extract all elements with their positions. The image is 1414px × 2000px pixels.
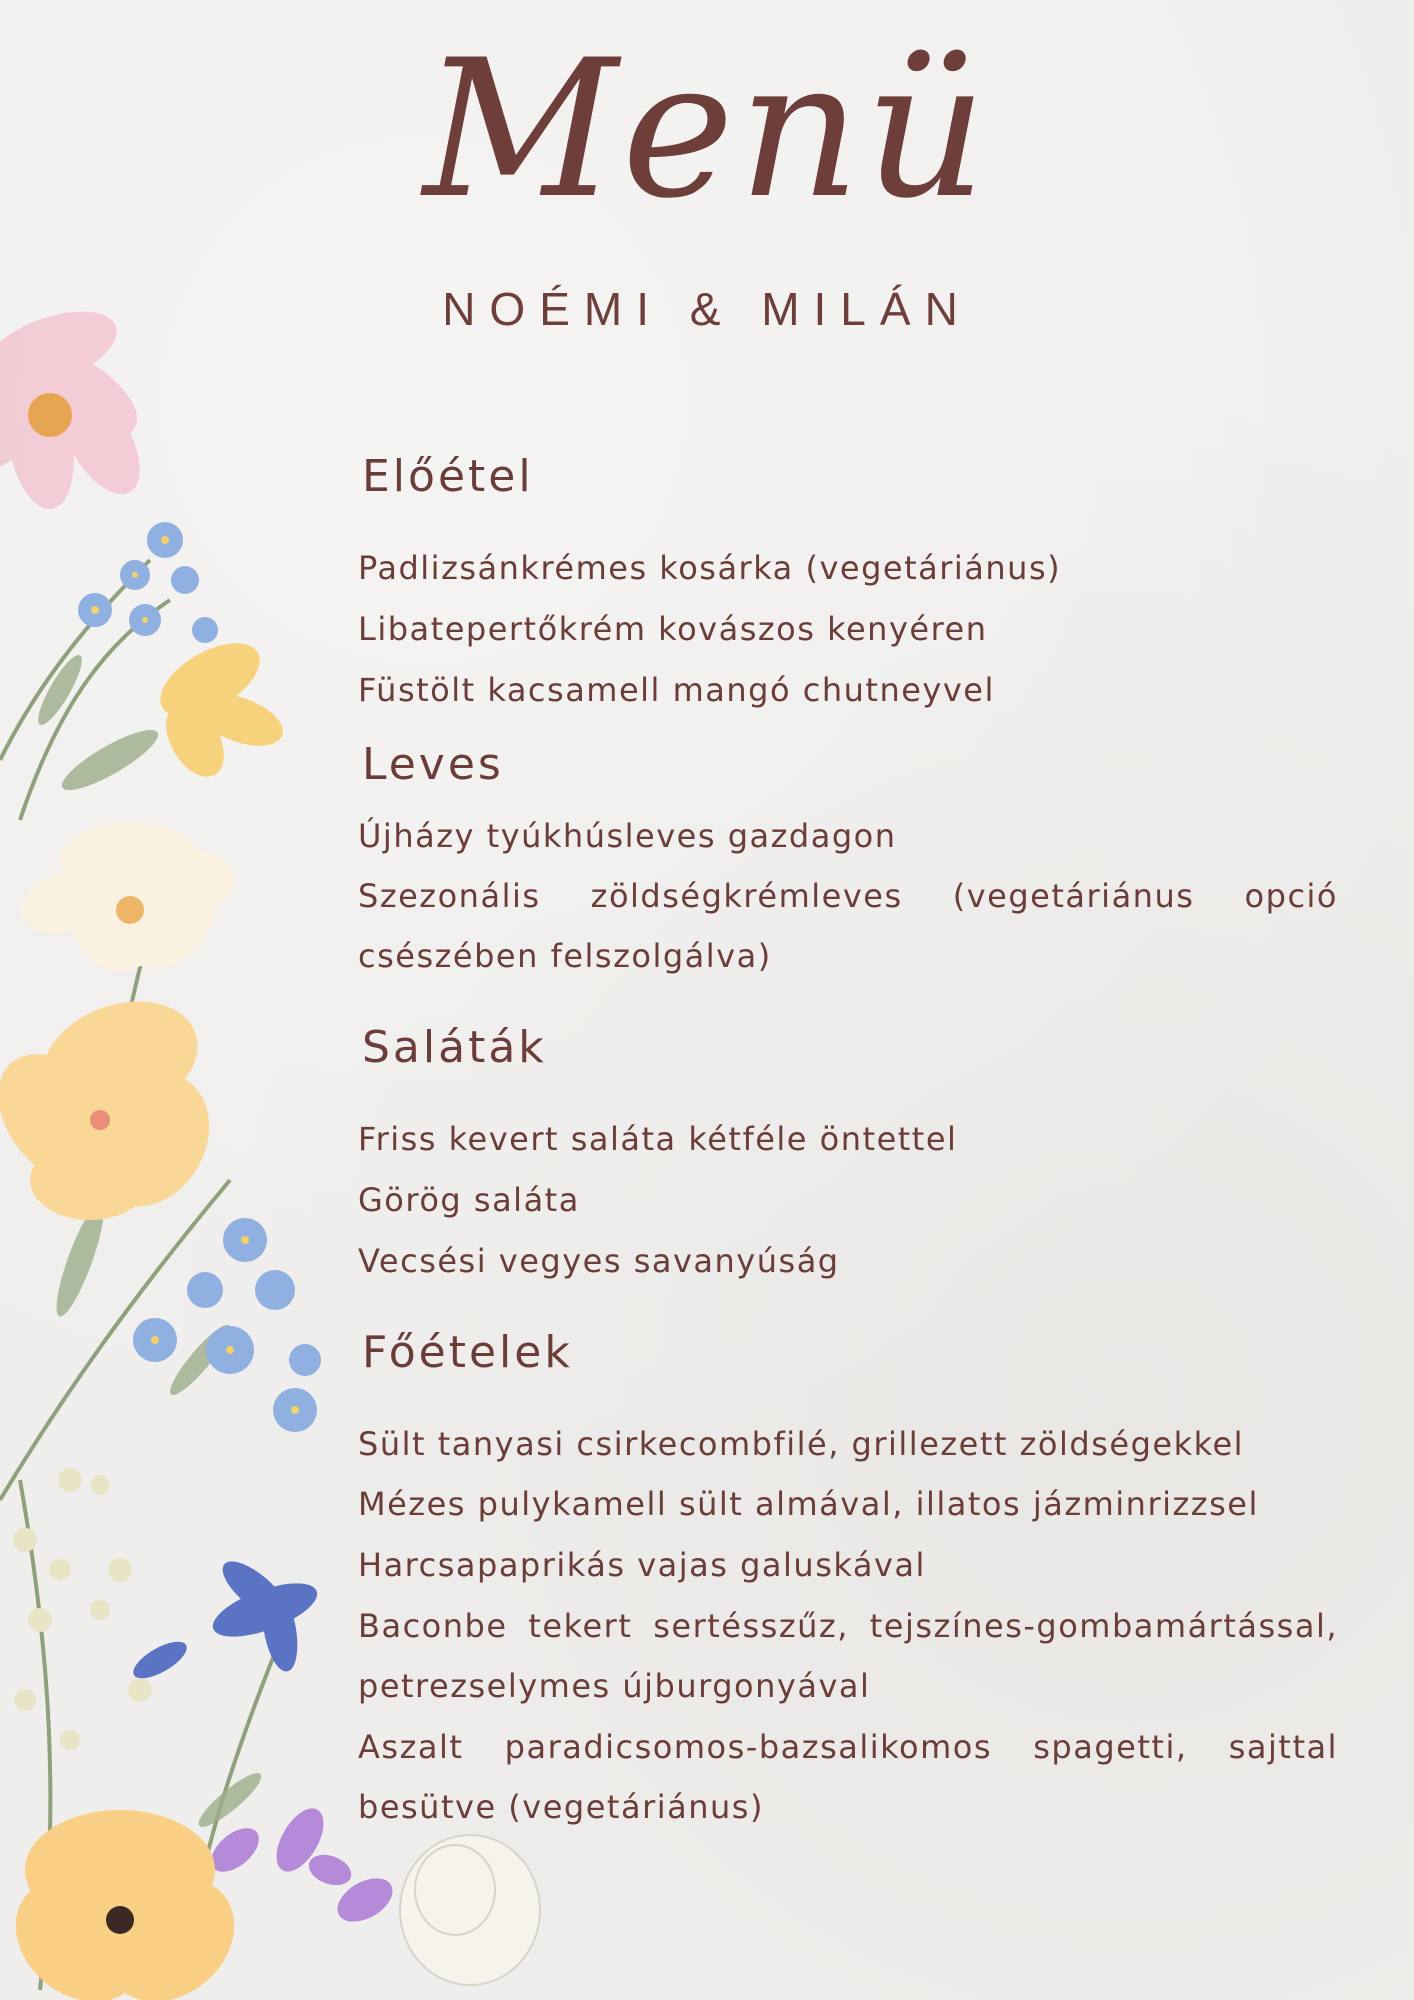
yellow-flower-large [0,981,233,1228]
menu-item: Sült tanyasi csirkecombfilé, grillezett zöldségekkel [358,1425,1245,1463]
menu-item: Padlizsánkrémes kosárka (vegetáriánus) [358,549,1062,587]
menu-item: Harcsapaprikás vajas galuskával [358,1546,926,1584]
menu-item: Szezonális zöldségkrémleves (vegetáriánus opció csészében felszolgálva) [358,877,1338,975]
menu-item: Újházy tyúkhúsleves gazdagon [358,817,897,855]
menu-item: Vecsési vegyes savanyúság [358,1242,840,1280]
menu-title: Menü [423,19,991,240]
section-heading-leves: Leves [362,739,504,790]
menu-item: Libatepertőkrém kovászos kenyéren [358,610,988,648]
menu-item: Aszalt paradicsomos-bazsalikomos spagetti, sajttal besütve (vegetáriánus) [358,1728,1338,1826]
white-rose [400,1835,540,1985]
menu-item: Mézes pulykamell sült almával, illatos jázminrizzsel [358,1485,1259,1523]
menu-item: Friss kevert saláta kétféle öntettel [358,1120,958,1158]
cornflower [128,1552,324,1685]
menu-item: Baconbe tekert sertésszűz, tejszínes-gombamártással, petrezselymes újburgonyával [358,1607,1338,1705]
section-heading-eloetel: Előétel [362,451,534,502]
yellow-flower-small [148,628,289,786]
blue-flowers-top [78,522,218,643]
menu-item: Görög saláta [358,1181,580,1219]
peach-flower [0,1810,259,2000]
section-heading-foetelek: Főételek [362,1327,573,1378]
white-buds [13,1468,152,1750]
menu-item: Füstölt kacsamell mangó chutneyvel [358,671,995,709]
section-heading-salatak: Saláták [362,1022,547,1073]
couple-names: NOÉMI & MILÁN [442,283,972,335]
